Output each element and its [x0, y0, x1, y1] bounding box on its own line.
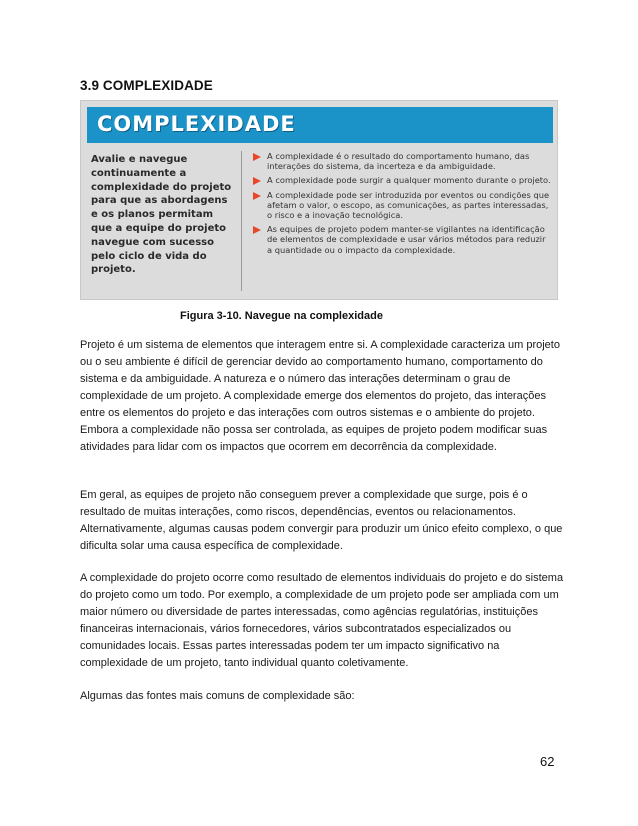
- figure-bullet: [251, 190, 551, 221]
- figure-bullet-list: [251, 151, 551, 259]
- figure-principle-text: Avalie e navegue continuamente a complexidade do projeto para que as abordagens e os planos permitam que a equipe do projeto navegue com sucesso pelo ciclo de vida do projeto.: [91, 154, 232, 276]
- triangle-bullet-icon: [253, 192, 261, 200]
- body-paragraph: Em geral, as equipes de projeto não conseguem prever a complexidade que surge, pois é o resultado de muitas interações, como riscos, dependências, eventos ou relacionamentos. Alternativamente, algumas causas podem convergir para produzir um único efeito complexo, o que dificulta solar uma causa específica de complexidade.: [80, 489, 563, 552]
- body-paragraph: Projeto é um sistema de elementos que interagem entre si. A complexidade caracteriza um projeto ou o seu ambiente é difícil de gerenciar devido ao comportamento humano, comportamento do sistema e da ambiguidade. A natureza e o número das interações determinam o grau de complexidade de um projeto. A complexidade emerge dos elementos do projeto, das interações entre os elementos do projeto e das interações com outros sistemas e o ambiente do projeto. Embora a complexidade não possa ser controlada, as equipes de projeto podem modificar suas atividades para lidar com os impactos que ocorrem em decorrência da complexidade.: [80, 339, 560, 453]
- body-paragraph: A complexidade do projeto ocorre como resultado de elementos individuais do projeto e do sistema do projeto como um todo. Por exemplo, a complexidade de um projeto pode ser ampliada com um maior número ou diversidade de partes interessadas, como agências regulatórias, instituições financeiras internacionais, vários fornecedores, vários subcontratados especializados ou comunidades locais. Essas partes interessadas podem ter um impacto significativo na complexidade de um projeto, tanto individual quanto coletivamente.: [80, 572, 564, 669]
- figure-banner: [87, 107, 553, 143]
- figure-bullet: [251, 151, 551, 171]
- triangle-bullet-icon: [253, 177, 261, 185]
- figure-bullet: [251, 175, 551, 185]
- figure-bullet: [251, 224, 551, 255]
- figure-bullet-text: A complexidade é o resultado do comportamento humano, das interações do sistema, da incerteza e da ambiguidade.: [267, 151, 530, 172]
- section-heading: 3.9 COMPLEXIDADE: [80, 78, 213, 93]
- figure-bullet-text: A complexidade pode surgir a qualquer momento durante o projeto.: [267, 175, 551, 186]
- figure-caption: Figura 3-10. Navegue na complexidade: [180, 310, 383, 322]
- triangle-bullet-icon: [253, 226, 261, 234]
- figure-banner-title: COMPLEXIDADE: [97, 112, 296, 136]
- figure-divider: [241, 151, 242, 291]
- page-number: 62: [540, 754, 555, 769]
- triangle-bullet-icon: [253, 153, 261, 161]
- figure-complexidade: [80, 100, 558, 300]
- body-paragraph: Algumas das fontes mais comuns de complexidade são:: [80, 690, 355, 702]
- figure-bullet-text: A complexidade pode ser introduzida por eventos ou condições que afetam o valor, o escopo, as comunicações, as partes interessadas, o risco e a inovação tecnológica.: [267, 189, 550, 221]
- figure-bullet-text: As equipes de projeto podem manter-se vigilantes na identificação de elementos de complexidade e usar vários métodos para reduzir a quantidade ou o impacto da complexidade.: [267, 224, 546, 255]
